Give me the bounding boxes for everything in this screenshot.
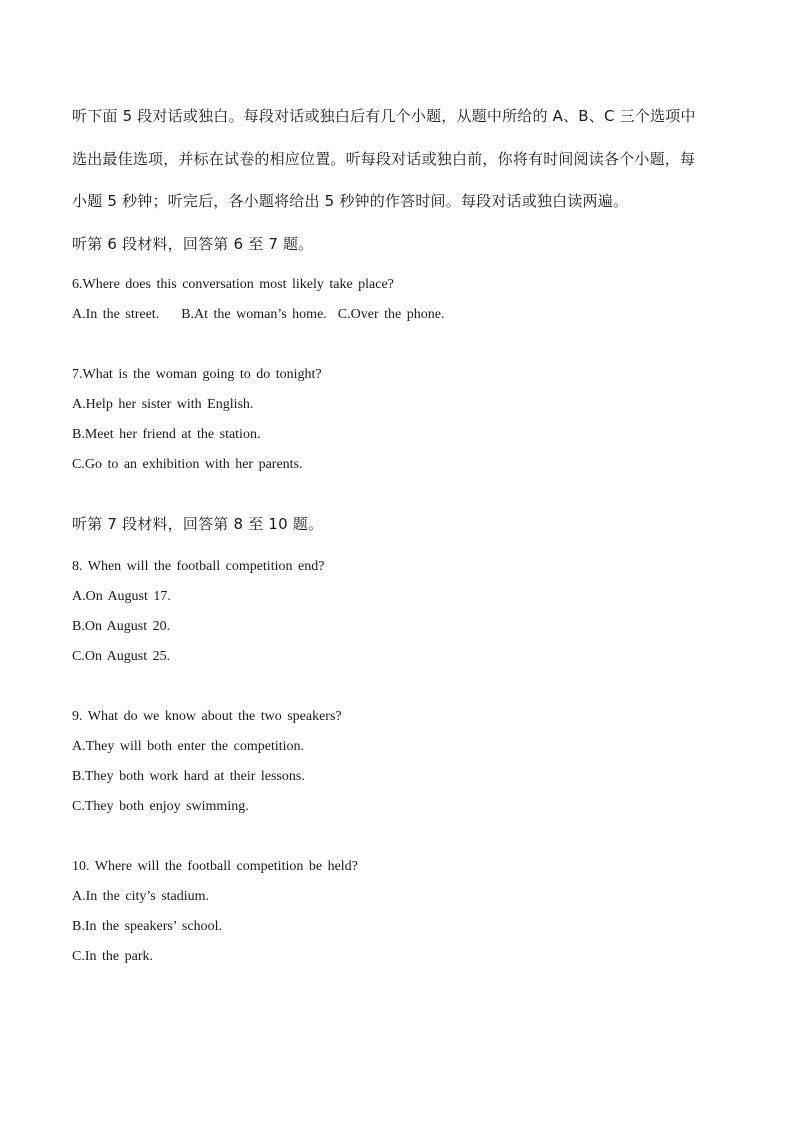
- instructions-line-2: 选出最佳选项，并标在试卷的相应位置。听每段对话或独白前，你将有时间阅读各个小题，每: [72, 150, 696, 168]
- question-10-option-a: A.In the city’s stadium.: [72, 889, 210, 904]
- section-6-header: 听第 6 段材料，回答第 6 至 7 题。: [72, 235, 314, 253]
- section-7-header: 听第 7 段材料，回答第 8 至 10 题。: [72, 515, 324, 533]
- question-10-option-b: B.In the speakers’ school.: [72, 919, 222, 934]
- question-7-option-c: C.Go to an exhibition with her parents.: [72, 457, 303, 472]
- question-8-option-a: A.On August 17.: [72, 589, 171, 604]
- question-9-option-b: B.They both work hard at their lessons.: [72, 769, 305, 784]
- question-10-option-c: C.In the park.: [72, 949, 153, 964]
- question-7: 7.What is the woman going to do tonight?: [72, 367, 322, 382]
- instructions-line-1: 听下面 5 段对话或独白。每段对话或独白后有几个小题，从题中所给的 A、B、C 三个选项中: [72, 107, 696, 125]
- instructions-line-3: 小题 5 秒钟；听完后，各小题将给出 5 秒钟的作答时间。每段对话或独白读两遍。: [72, 192, 629, 210]
- question-6: 6.Where does this conversation most likely take place?: [72, 277, 394, 292]
- question-7-option-a: A.Help her sister with English.: [72, 397, 254, 412]
- question-8-option-c: C.On August 25.: [72, 649, 171, 664]
- question-8-option-b: B.On August 20.: [72, 619, 171, 634]
- question-6-options: A.In the street. B.At the woman’s home. C.Over the phone.: [72, 307, 445, 322]
- question-10: 10. Where will the football competition be held?: [72, 859, 358, 874]
- question-8: 8. When will the football competition end?: [72, 559, 325, 574]
- question-7-option-b: B.Meet her friend at the station.: [72, 427, 261, 442]
- question-9-option-a: A.They will both enter the competition.: [72, 739, 305, 754]
- question-9-option-c: C.They both enjoy swimming.: [72, 799, 249, 814]
- question-9: 9. What do we know about the two speakers?: [72, 709, 342, 724]
